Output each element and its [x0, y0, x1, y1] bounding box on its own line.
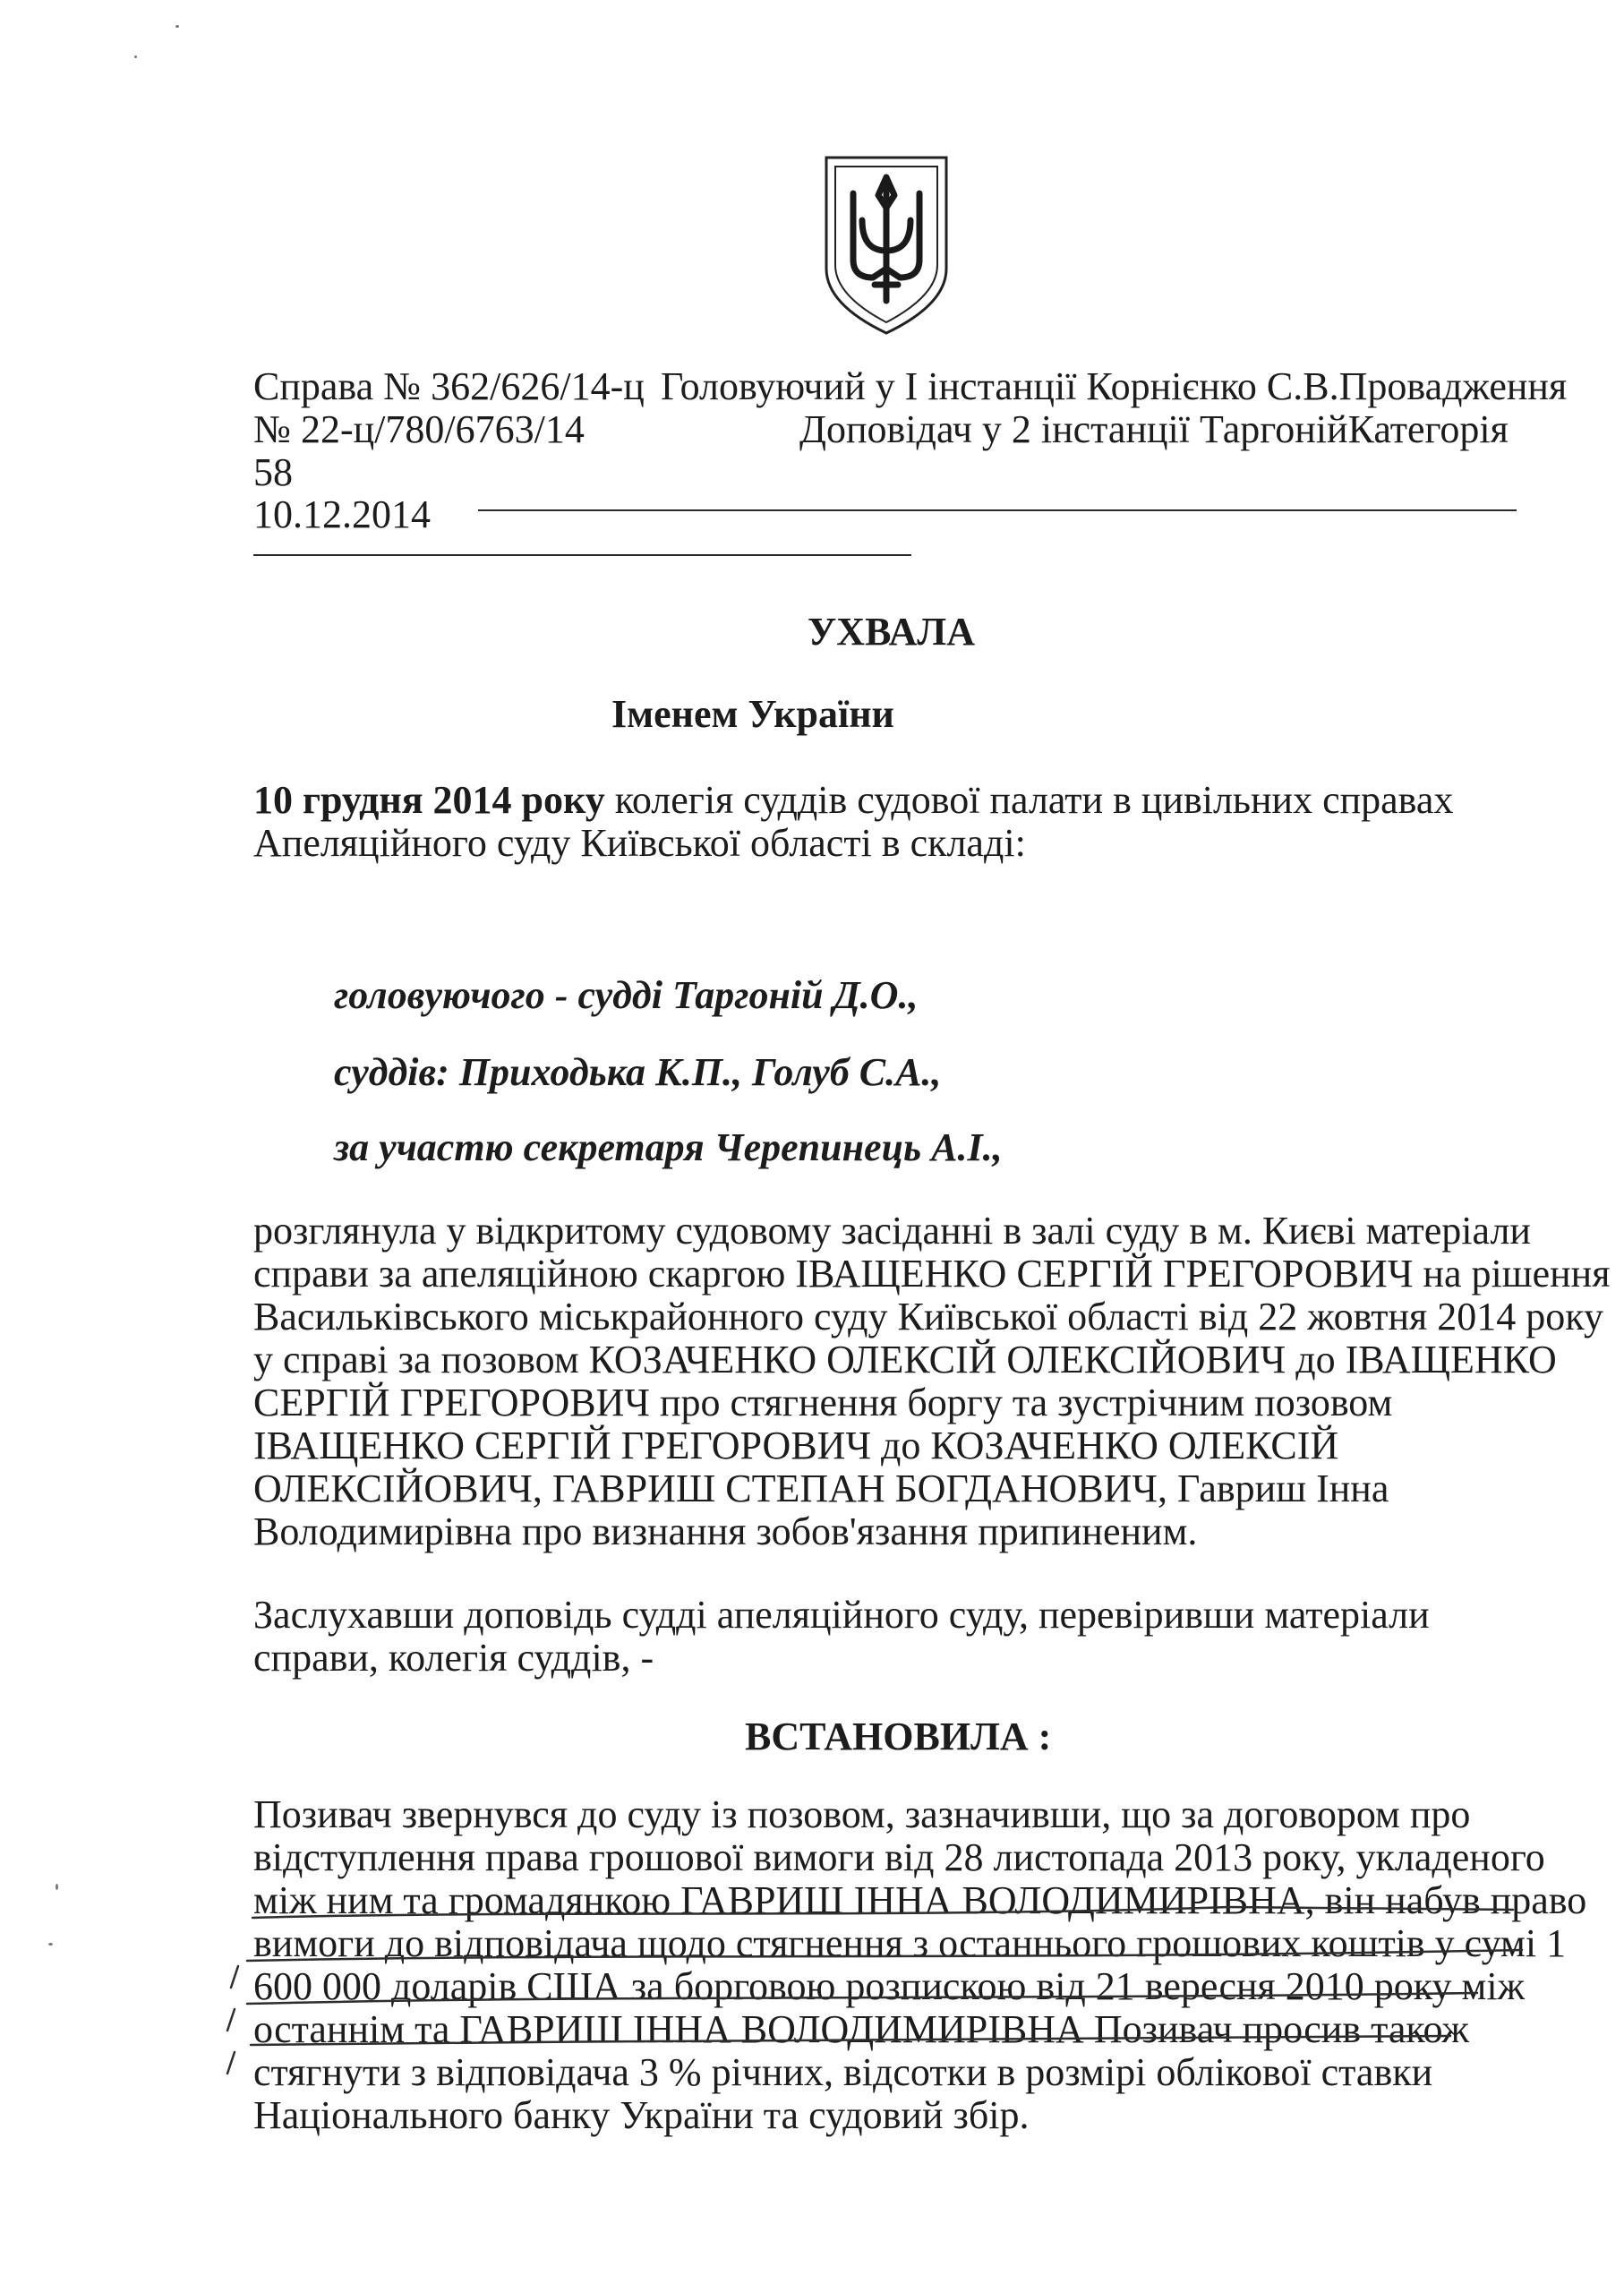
- presiding-judge: головуючого - судді Таргоній Д.О.,: [334, 973, 919, 1017]
- document-subtitle: Іменем України: [611, 692, 894, 736]
- body-line: Володимирівна про визнання зобов'язання припиненим.: [253, 1509, 1198, 1553]
- body-line: у справі за позовом КОЗАЧЕНКО ОЛЕКСІЙ ОЛЕКСІЙОВИЧ до ІВАЩЕНКО: [253, 1338, 1557, 1381]
- reporting-judge: Доповідач у 2 інстанції ТаргонійКатегорія: [799, 407, 1509, 451]
- body-line: справи за апеляційною скаргою ІВАЩЕНКО СЕРГІЙ ГРЕГОРОВИЧ на рішення: [253, 1252, 1611, 1296]
- body-line: ІВАЩЕНКО СЕРГІЙ ГРЕГОРОВИЧ до КОЗАЧЕНКО ОЛЕКСІЙ: [253, 1424, 1339, 1467]
- body-line: СЕРГІЙ ГРЕГОРОВИЧ про стягнення боргу та зустрічним позовом: [253, 1381, 1393, 1424]
- scan-speck: [48, 1943, 53, 1946]
- case-category: 58: [253, 450, 293, 494]
- first-instance-judge: Головуючий у І інстанції Корнієнко С.В.Провадження: [661, 364, 1568, 408]
- scan-speck: [134, 56, 137, 58]
- claim-line: останнім та ГАВРИШ ІННА ВОЛОДИМИРІВНА Позивач просив також: [253, 2007, 1469, 2051]
- scan-speck: [56, 1884, 58, 1890]
- claim-line: між ним та громадянкою ГАВРИШ ІННА ВОЛОДИМИРІВНА, він набув право: [253, 1878, 1587, 1922]
- court-secretary: за участю секретаря Черепинець А.І.,: [334, 1125, 1003, 1169]
- intro-line: [253, 777, 1453, 824]
- established-heading: ВСТАНОВИЛА :: [745, 1715, 1052, 1758]
- header-rule: [253, 554, 911, 556]
- ruling-date: 10 грудня 2014 року: [253, 778, 605, 822]
- claim-line: вимоги до відповідача щодо стягнення з останнього грошових коштів у сумі 1: [253, 1921, 1567, 1965]
- header-rule: [478, 509, 1517, 511]
- trident-coat-of-arms-icon: [819, 150, 953, 337]
- claim-line: стягнути з відповідача 3 % річних, відсотки в розмірі облікової ставки: [253, 2050, 1433, 2094]
- header-date: 10.12.2014: [253, 492, 431, 536]
- heard-line: справи, колегія суддів, -: [253, 1636, 654, 1680]
- intro-text: колегія суддів судової палати в цивільних справах: [604, 778, 1454, 822]
- claim-line: Позивач звернувся до суду із позовом, зазначивши, що за договором про: [253, 1792, 1471, 1836]
- heard-line: Заслухавши доповідь судді апеляційного суду, перевіривши матеріали: [253, 1593, 1430, 1637]
- body-line: розглянула у відкритому судовому засіданні в залі суду в м. Києві матеріали: [253, 1209, 1531, 1253]
- claim-line: Національного банку України та судовий збір.: [253, 2093, 1030, 2137]
- body-line: ОЛЕКСІЙОВИЧ, ГАВРИШ СТЕПАН БОГДАНОВИЧ, Гавриш Інна: [253, 1467, 1389, 1510]
- claim-line: відступлення права грошової вимоги від 28 листопада 2013 року, укладеного: [253, 1835, 1545, 1879]
- body-line: Васильківського міськрайонного суду Київської області від 22 жовтня 2014 року: [253, 1295, 1604, 1338]
- panel-judges: суддів: Приходька К.П., Голуб С.А.,: [334, 1050, 942, 1094]
- scan-speck: [175, 25, 179, 28]
- document-title: УХВАЛА: [808, 610, 975, 654]
- intro-line-2: Апеляційного суду Київської області в складі:: [253, 821, 1026, 865]
- case-number: Справа № 362/626/14-ц: [253, 364, 645, 408]
- claim-line: 600 000 доларів США за борговою розпискою від 21 вересня 2010 року між: [253, 1964, 1526, 2008]
- proceeding-number: № 22-ц/780/6763/14: [253, 407, 585, 451]
